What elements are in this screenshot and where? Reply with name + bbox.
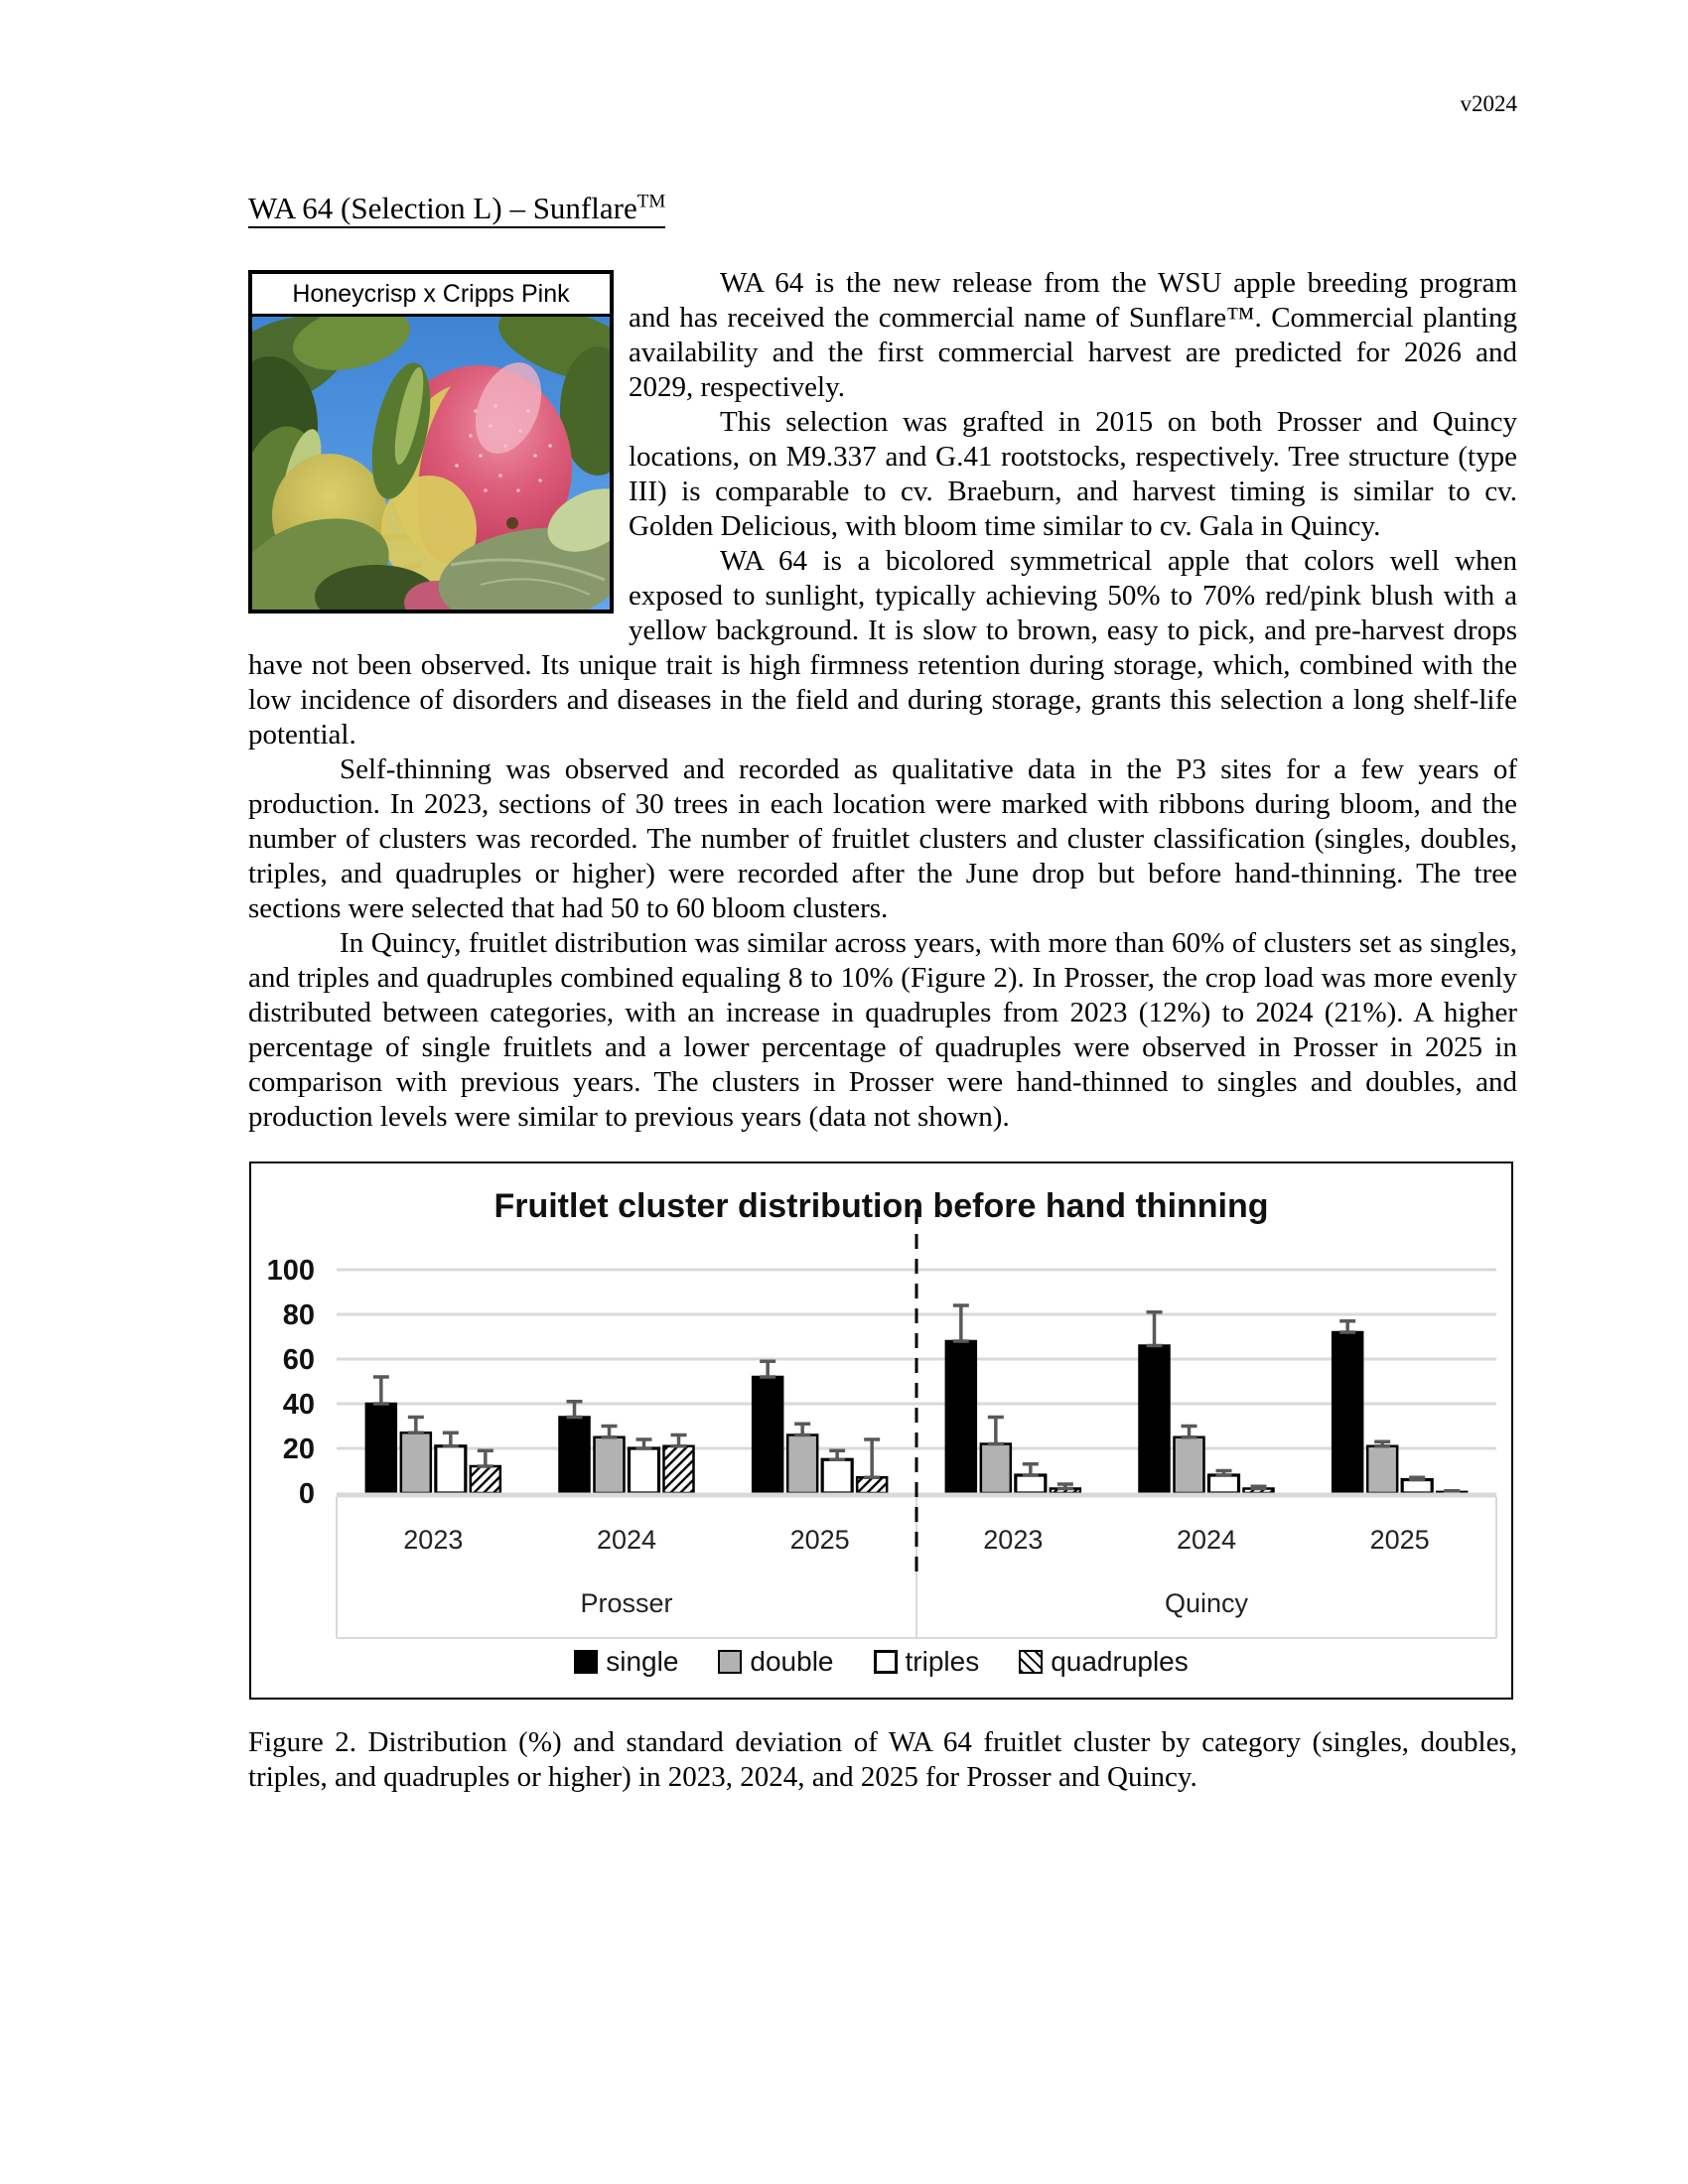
bar-double-Prosser-2024 bbox=[595, 1437, 625, 1493]
legend-item-double bbox=[718, 1646, 833, 1678]
figure-caption: Figure 2. Distribution (%) and standard deviation of WA 64 fruitlet cluster by category (singles, doubles, triples, and quadruples or higher) in 2023, 2024, and 2025 for Prosser and Quincy. bbox=[248, 1726, 1517, 1793]
bar-quadruples-Prosser-2025 bbox=[857, 1477, 887, 1493]
legend-label-triples: triples bbox=[905, 1646, 980, 1677]
error-bar-quadruples-Prosser-2025 bbox=[864, 1439, 880, 1477]
error-bar-single-Prosser-2025 bbox=[760, 1361, 775, 1377]
legend-swatch-quadruples bbox=[1019, 1650, 1043, 1674]
legend-swatch-triples bbox=[874, 1650, 898, 1674]
error-bar-triples-Prosser-2024 bbox=[636, 1439, 652, 1448]
year-label-Prosser-2025: 2025 bbox=[789, 1525, 850, 1555]
year-label-Prosser-2023: 2023 bbox=[403, 1525, 464, 1555]
error-bar-double-Quincy-2024 bbox=[1182, 1427, 1197, 1437]
bar-single-Quincy-2025 bbox=[1333, 1332, 1362, 1493]
error-bar-double-Quincy-2025 bbox=[1374, 1441, 1390, 1446]
bar-double-Quincy-2025 bbox=[1367, 1446, 1397, 1493]
legend-item-triples bbox=[874, 1646, 980, 1678]
error-bar-double-Prosser-2024 bbox=[602, 1427, 618, 1437]
legend-item-single bbox=[574, 1646, 678, 1678]
bar-quadruples-Prosser-2023 bbox=[471, 1466, 500, 1493]
error-bar-single-Prosser-2023 bbox=[373, 1377, 389, 1404]
error-bar-single-Quincy-2025 bbox=[1339, 1321, 1355, 1332]
apple-photo bbox=[252, 317, 610, 610]
bar-single-Prosser-2024 bbox=[560, 1418, 590, 1494]
bar-triples-Quincy-2024 bbox=[1209, 1475, 1239, 1493]
error-bar-quadruples-Quincy-2023 bbox=[1057, 1484, 1073, 1489]
legend-swatch-single bbox=[574, 1650, 598, 1674]
error-bar-triples-Prosser-2023 bbox=[443, 1433, 459, 1446]
bar-single-Prosser-2025 bbox=[753, 1377, 782, 1493]
error-bar-triples-Quincy-2024 bbox=[1216, 1471, 1232, 1476]
version-tag: v2024 bbox=[1460, 91, 1517, 116]
y-tick-label-60: 60 bbox=[282, 1344, 315, 1376]
photo-label: Honeycrisp x Cripps Pink bbox=[252, 274, 610, 317]
bar-triples-Quincy-2023 bbox=[1016, 1475, 1046, 1493]
legend-label-quadruples: quadruples bbox=[1051, 1646, 1189, 1677]
bar-triples-Prosser-2025 bbox=[822, 1459, 852, 1493]
year-label-Prosser-2024: 2024 bbox=[596, 1525, 657, 1555]
bar-single-Quincy-2024 bbox=[1140, 1346, 1170, 1494]
chart-legend bbox=[251, 1646, 1511, 1678]
error-bar-double-Quincy-2023 bbox=[988, 1418, 1004, 1444]
bar-double-Quincy-2023 bbox=[981, 1444, 1011, 1494]
body-text bbox=[248, 266, 1517, 1135]
error-bar-single-Quincy-2024 bbox=[1147, 1312, 1163, 1346]
bar-triples-Quincy-2025 bbox=[1402, 1480, 1432, 1494]
chart-title: Fruitlet cluster distribution before hand thinning bbox=[493, 1187, 1269, 1225]
y-tick-label-40: 40 bbox=[282, 1389, 315, 1421]
error-bar-triples-Prosser-2025 bbox=[829, 1450, 845, 1459]
bar-double-Prosser-2025 bbox=[787, 1435, 817, 1494]
year-label-Quincy-2023: 2023 bbox=[983, 1525, 1044, 1555]
error-bar-quadruples-Prosser-2023 bbox=[478, 1450, 493, 1466]
body-paragraph-5: In Quincy, fruitlet distribution was similar across years, with more than 60% of clusters set as singles, and triples and quadruples combined equaling 8 to 10% (Figure 2). In Prosser, the crop load was more evenly distributed between categories, with an increase in quadruples from 2023 (12%) to 2024 (21%). A higher percentage of single fruitlets and a lower percentage of quadruples were observed in Prosser in 2025 in comparison with previous years. The clusters in Prosser were hand-thinned to singles and doubles, and production levels were similar to previous years (data not shown). bbox=[248, 927, 1517, 1133]
page-title-text: WA 64 (Selection L) – Sunflare bbox=[248, 191, 637, 225]
bar-double-Prosser-2023 bbox=[401, 1433, 431, 1493]
error-bar-single-Quincy-2023 bbox=[953, 1305, 969, 1341]
bar-quadruples-Prosser-2024 bbox=[664, 1446, 694, 1493]
y-tick-label-20: 20 bbox=[282, 1433, 315, 1465]
figure-2-chart bbox=[249, 1161, 1513, 1700]
error-bar-triples-Quincy-2023 bbox=[1023, 1464, 1039, 1475]
error-bar-double-Prosser-2025 bbox=[794, 1424, 810, 1434]
year-label-Quincy-2024: 2024 bbox=[1176, 1525, 1237, 1555]
location-label-quincy: Quincy bbox=[1164, 1588, 1249, 1618]
apple-photo-frame bbox=[248, 270, 614, 614]
bar-triples-Prosser-2024 bbox=[630, 1448, 659, 1493]
bar-single-Quincy-2023 bbox=[946, 1341, 976, 1493]
legend-item-quadruples bbox=[1019, 1646, 1189, 1678]
location-label-prosser: Prosser bbox=[580, 1588, 673, 1618]
y-tick-label-100: 100 bbox=[266, 1255, 315, 1287]
body-paragraph-1: WA 64 is the new release from the WSU apple breeding program and has received the commercial name of Sunflare™. Commercial planting availability and the first commercial harvest are predicted for 2026 and 2029, respectively. bbox=[629, 267, 1517, 403]
body-paragraph-3: WA 64 is a bicolored symmetrical apple that colors well when exposed to sunlight, typically achieving 50% to 70% red/pink blush with a yellow background. It is slow to brown, easy to pick, and pre-harvest drops have not been observed. Its unique trait is high firmness retention during storage, which, combined with the low incidence of disorders and diseases in the field and during storage, grants this selection a long shelf-life potential. bbox=[248, 545, 1517, 751]
year-label-Quincy-2025: 2025 bbox=[1369, 1525, 1430, 1555]
body-paragraph-2: This selection was grafted in 2015 on both Prosser and Quincy locations, on M9.337 and G.41 rootstocks, respectively. Tree structure (type III) is comparable to cv. Braeburn, and harvest timing is similar to cv. Golden Delicious, with bloom time similar to cv. Gala in Quincy. bbox=[629, 406, 1517, 542]
legend-label-double: double bbox=[750, 1646, 834, 1677]
error-bar-quadruples-Prosser-2024 bbox=[671, 1435, 687, 1446]
error-bar-quadruples-Quincy-2024 bbox=[1251, 1486, 1267, 1488]
chart-plot-svg bbox=[251, 1163, 1510, 1697]
error-bar-double-Prosser-2023 bbox=[408, 1418, 424, 1433]
legend-swatch-double bbox=[718, 1650, 742, 1674]
page-title bbox=[248, 191, 665, 226]
bar-triples-Prosser-2023 bbox=[436, 1446, 466, 1493]
bar-single-Prosser-2023 bbox=[366, 1404, 396, 1493]
error-bar-quadruples-Quincy-2025 bbox=[1444, 1491, 1460, 1492]
legend-label-single: single bbox=[606, 1646, 679, 1677]
y-tick-label-80: 80 bbox=[282, 1299, 315, 1331]
trademark-superscript: TM bbox=[636, 191, 666, 212]
body-paragraph-4: Self-thinning was observed and recorded as qualitative data in the P3 sites for a few years of production. In 2023, sections of 30 trees in each location were marked with ribbons during bloom, and the number of clusters was recorded. The number of fruitlet clusters and cluster classification (singles, doubles, triples, and quadruples or higher) were recorded after the June drop but before hand-thinning. The tree sections were selected that had 50 to 60 bloom clusters. bbox=[248, 753, 1517, 924]
y-tick-label-0: 0 bbox=[298, 1478, 315, 1510]
bar-double-Quincy-2024 bbox=[1175, 1437, 1204, 1493]
error-bar-triples-Quincy-2025 bbox=[1409, 1477, 1425, 1479]
